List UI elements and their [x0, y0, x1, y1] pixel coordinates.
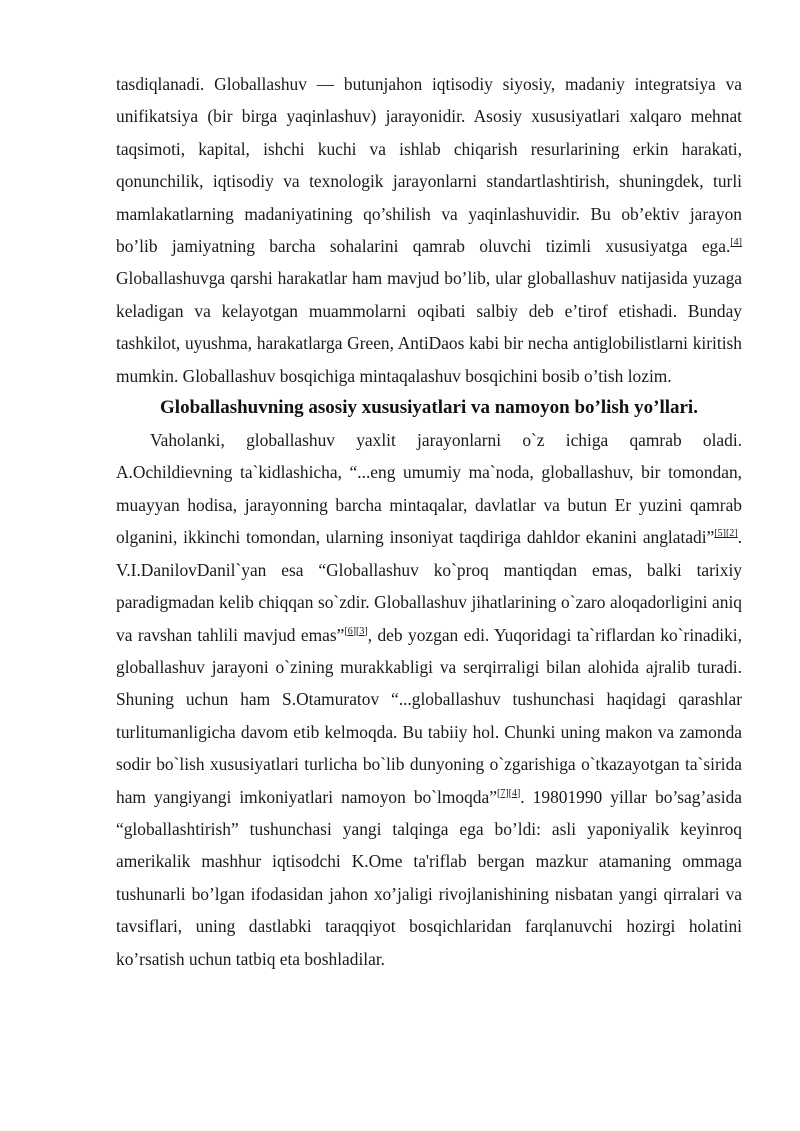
footnote-ref-6-3[interactable]: [344, 626, 367, 637]
paragraph-intro-text-b: Globallashuvga qarshi harakatlar ham mavjud bo’lib, ular globallashuv natijasida yuzaga keladigan va kelayotgan muammolarni oqibati salbiy deb e’tirof etishadi. Bunday tashkilot, uyushma, harakatlarga Green, AntiDaos kabi bir necha antiglobilistlarni kiritish mumkin. Globallashuv bosqichiga mintaqalashuv bosqichini bosib o’tish lozim.: [116, 268, 742, 386]
footnote-link-7[interactable]: [7]: [496, 787, 509, 799]
footnote-ref-5-2[interactable]: [714, 528, 737, 539]
footnote-ref-4[interactable]: [730, 237, 742, 248]
footnote-link-5[interactable]: [5]: [714, 528, 726, 540]
footnote-link-2[interactable]: [2]: [725, 528, 738, 540]
footnote-ref-7-4[interactable]: [497, 788, 520, 799]
footnote-link-6[interactable]: [6]: [344, 625, 357, 637]
paragraph-intro: [116, 68, 742, 392]
document-page: [116, 68, 742, 975]
paragraph-main-text-b: . V.I.DanilovDanil`yan esa “Globallashuv ko`proq mantiqdan emas, balki tarixiy paradigmadan kelib chiqqan so`zdir. Globallashuv jihatlarining o`zaro aloqadorligini aniq va ravshan tahlili mavjud emas”: [116, 527, 742, 645]
footnote-link-4b[interactable]: [4]: [508, 787, 521, 799]
footnote-link-4[interactable]: [4]: [730, 237, 742, 249]
section-heading: Globallashuvning asosiy xususiyatlari va namoyon bo’lish yo’llari.: [160, 397, 698, 419]
paragraph-main-text-d: . 19801990 yillar bo’sag’asida “globallashtirish” tushunchasi yangi talqinga ega bo’ldi: asli yaponiyalik keyinroq amerikalik mashhur iqtisodchi K.Ome ta'riflab bergan mazkur atamaning ommaga tushunarli bo’lgan ifodasidan jahon xo’jaligi rivojlanishining nisbatan yangi qirralari va tavsiflari, uning dastlabki taraqqiyot bosqichlaridan farqlanuvchi hozirgi holatini ko’rsatish uchun tatbiq eta boshladilar.: [116, 786, 742, 969]
paragraph-intro-text-a: tasdiqlanadi. Globallashuv — butunjahon iqtisodiy siyosiy, madaniy integratsiya va unifikatsiya (bir birga yaqinlashuv) jarayonidir. Asosiy xususiyatlari xalqaro mehnat taqsimoti, kapital, ishchi kuchi va ishlab chiqarish resurlarining erkin harakati, qonunchilik, iqtisodiy va texnologik jarayonlarni standartlashtirish, shuningdek, turli mamlakatlarning madaniyatining qo’shilish va yaqinlashuvidir. Bu ob’ektiv jarayon bo’lib jamiyatning barcha sohalarini qamrab oluvchi tizimli xususiyatga ega.: [116, 74, 742, 257]
paragraph-main-text-c: , deb yozgan edi. Yuqoridagi ta`riflardan ko`rinadiki, globallashuv jarayoni o`zining murakkabligi va serqirraligi bilan alohida ajralib turadi. Shuning uchun ham S.Otamuratov “...globallashuv tushunchasi haqidagi qarashlar turlitumanligicha davom etib kelmoqda. Bu tabiiy hol. Chunki uning makon va zamonda sodir bo`lish xususiyatlari turlicha bo`lib dunyoning o`zgarishiga o`tkazayotgan ta`sirida ham yangiyangi imkoniyatlari namoyon bo`lmoqda”: [116, 624, 742, 807]
paragraph-main: [116, 424, 742, 975]
footnote-link-3[interactable]: [3]: [356, 625, 368, 637]
paragraph-main-text-a: Vaholanki, globallashuv yaxlit jarayonlarni o`z ichiga qamrab oladi. A.Ochildievning ta`kidlashicha, “...eng umumiy ma`noda, globallashuv, bir tomondan, muayyan hodisa, jarayonning barcha mintaqalar, davlatlar va butun Er yuzini qamrab olganini, ikkinchi tomondan, ularning insoniyat taqdiriga dahldor ekanini anglatadi”: [116, 430, 742, 548]
